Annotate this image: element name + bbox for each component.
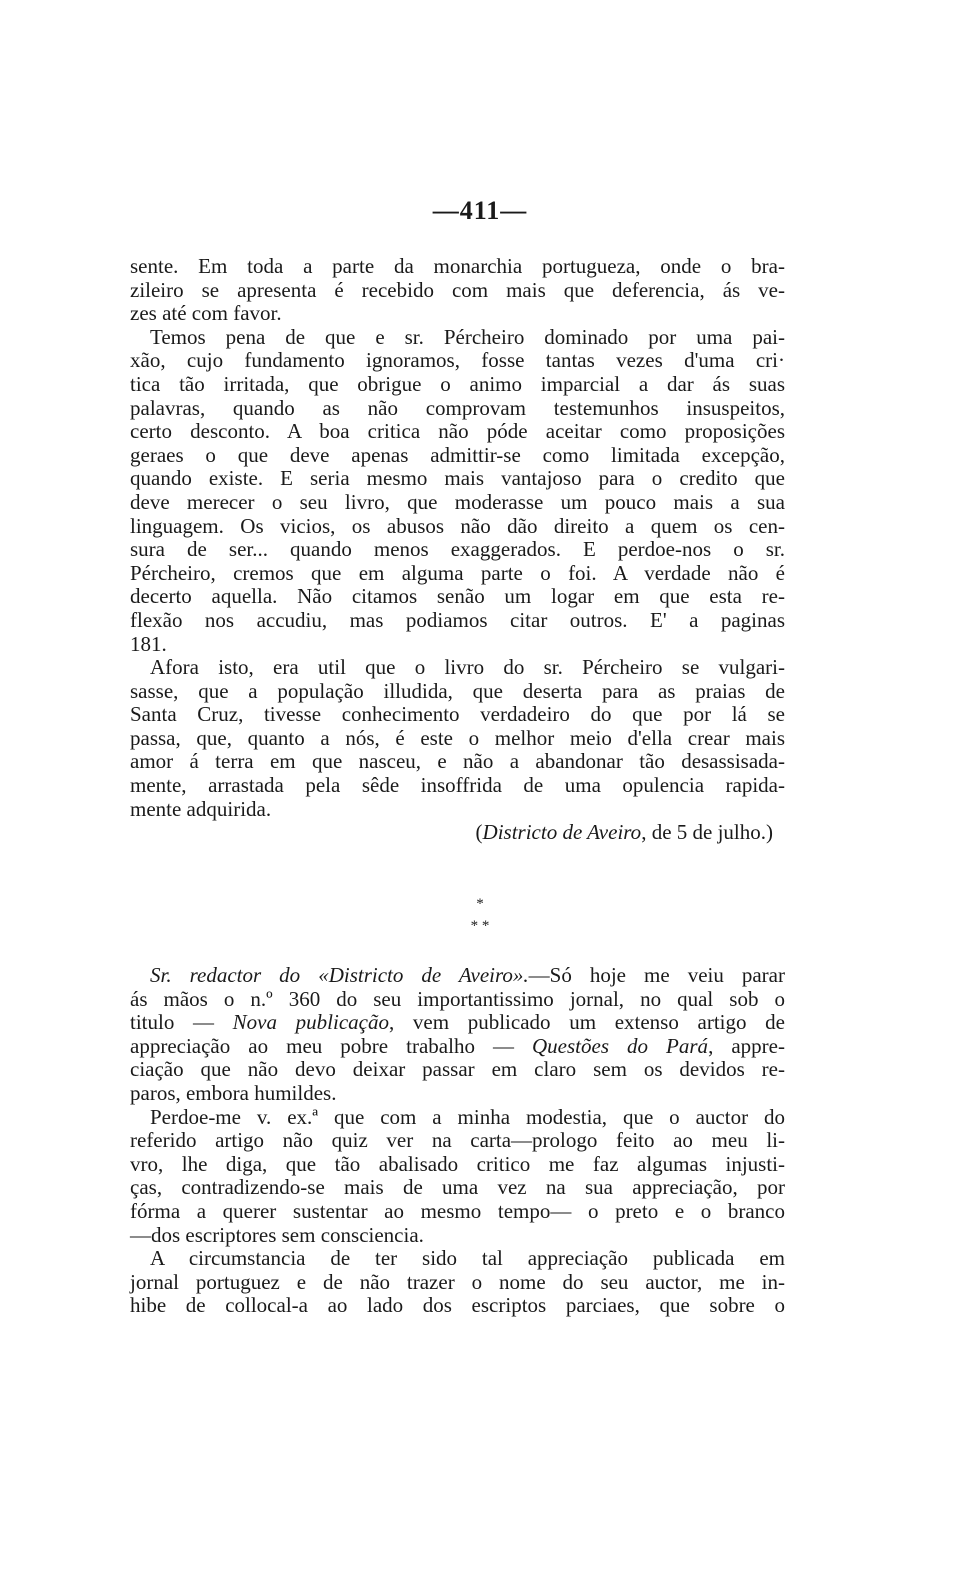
text-line: titulo — Nova publicação, vem publicado um extenso artigo de: [130, 1010, 785, 1035]
text-line: palavras, quando as não comprovam testemunhos insuspeitos,: [130, 395, 785, 420]
text-line: amor á terra em que nasceu, e não a abandonar tão desassisada-: [130, 749, 785, 774]
source-title: Districto de Aveiro: [482, 820, 642, 845]
text-line: sura de ser... quando menos exaggerados. E perdoe-nos o sr.: [130, 537, 785, 562]
text-line: Santa Cruz, tivesse conhecimento verdadeiro do que por lá se: [130, 702, 785, 727]
text-line: vro, lhe diga, que tão abalisado critico me faz algumas injusti-: [130, 1151, 785, 1176]
text-line: ciação que não devo deixar passar em claro sem os devidos re-: [130, 1057, 785, 1082]
text-line: ás mãos o n.º 360 do seu importantissimo jornal, no qual sob o: [130, 986, 785, 1011]
letter: [130, 964, 785, 1318]
text-line: geraes o que deve apenas admittir-se como limitada excepção,: [130, 442, 785, 467]
text-line: Pércheiro, cremos que em alguma parte o foi. A verdade não é: [130, 560, 785, 585]
text-line: flexão nos accudiu, mas podiamos citar outros. E' a paginas: [130, 607, 785, 632]
text-line: quando existe. E seria mesmo mais vantajoso para o credito que: [130, 466, 785, 491]
separator-top: *: [476, 896, 484, 912]
text-line: deve merecer o seu livro, que moderasse um pouco mais a sua: [130, 489, 785, 514]
text-line: xão, cujo fundamento ignoramos, fosse tantas vezes d'uma cri·: [130, 348, 785, 373]
text-line: mente, arrastada pela sêde insoffrida de uma opulencia rapida-: [130, 773, 785, 798]
text-line: A circumstancia de ter sido tal appreciação publicada em: [150, 1246, 785, 1271]
text-line: 181.: [130, 631, 167, 656]
separator-bottom: * *: [470, 918, 490, 934]
text-line: jornal portuguez e de não trazer o nome do seu auctor, me in-: [130, 1269, 785, 1294]
text-line: fórma a querer sustentar ao mesmo tempo— o preto e o branco: [130, 1198, 785, 1223]
text-line: zileiro se apresenta é recebido com mais que deferencia, ás ve-: [130, 277, 785, 302]
text-line: paros, embora humildes.: [130, 1080, 337, 1105]
text-line: decerto aquella. Não citamos senão um logar em que esta re-: [130, 584, 785, 609]
text-line: passa, que, quanto a nós, é este o melhor meio d'ella crear mais: [130, 725, 785, 750]
text-line: Afora isto, era util que o livro do sr. Pércheiro se vulgari-: [150, 655, 785, 680]
text-line: tica tão irritada, que obrigue o animo imparcial a dar ás suas: [130, 371, 785, 396]
source-citation: (Districto de Aveiro, de 5 de julho.): [475, 820, 773, 845]
text-line: certo desconto. A boa critica não póde aceitar como proposições: [130, 419, 785, 444]
text-line: linguagem. Os vicios, os abusos não dão direito a quem os cen-: [130, 513, 785, 538]
text-line: appreciação ao meu pobre trabalho — Questões do Pará, appre-: [130, 1033, 785, 1058]
text-line: sente. Em toda a parte da monarchia portugueza, onde o bra-: [130, 254, 785, 278]
text-line: mente adquirida.: [130, 796, 272, 821]
text-line: Perdoe-me v. ex.ª que com a minha modestia, que o auctor do: [150, 1104, 785, 1129]
page-number: —411—: [432, 196, 528, 225]
publication-title: Nova publicação: [232, 1010, 389, 1035]
text-line: ças, contradizendo-se mais de uma vez na sua appreciação, por: [130, 1175, 785, 1200]
text-line: referido artigo não quiz ver na carta—prologo feito ao meu li-: [130, 1128, 785, 1153]
letter-salutation: Sr. redactor do «Districto de Aveiro».: [150, 963, 529, 987]
text-line: sasse, que a população illudida, que deserta para as praias de: [130, 678, 785, 703]
text-line: hibe de collocal-a ao lado dos escriptos parciaes, que sobre o: [130, 1293, 785, 1318]
article-excerpt: [130, 255, 785, 845]
text-line: —dos escriptores sem consciencia.: [130, 1222, 424, 1247]
text-line: Temos pena de que e sr. Pércheiro dominado por uma pai-: [150, 324, 785, 349]
text-line: zes até com favor.: [130, 301, 282, 326]
book-title: Questões do Pará: [532, 1033, 709, 1058]
text-line: Sr. redactor do «Districto de Aveiro».—Só hoje me veiu parar: [150, 963, 785, 987]
